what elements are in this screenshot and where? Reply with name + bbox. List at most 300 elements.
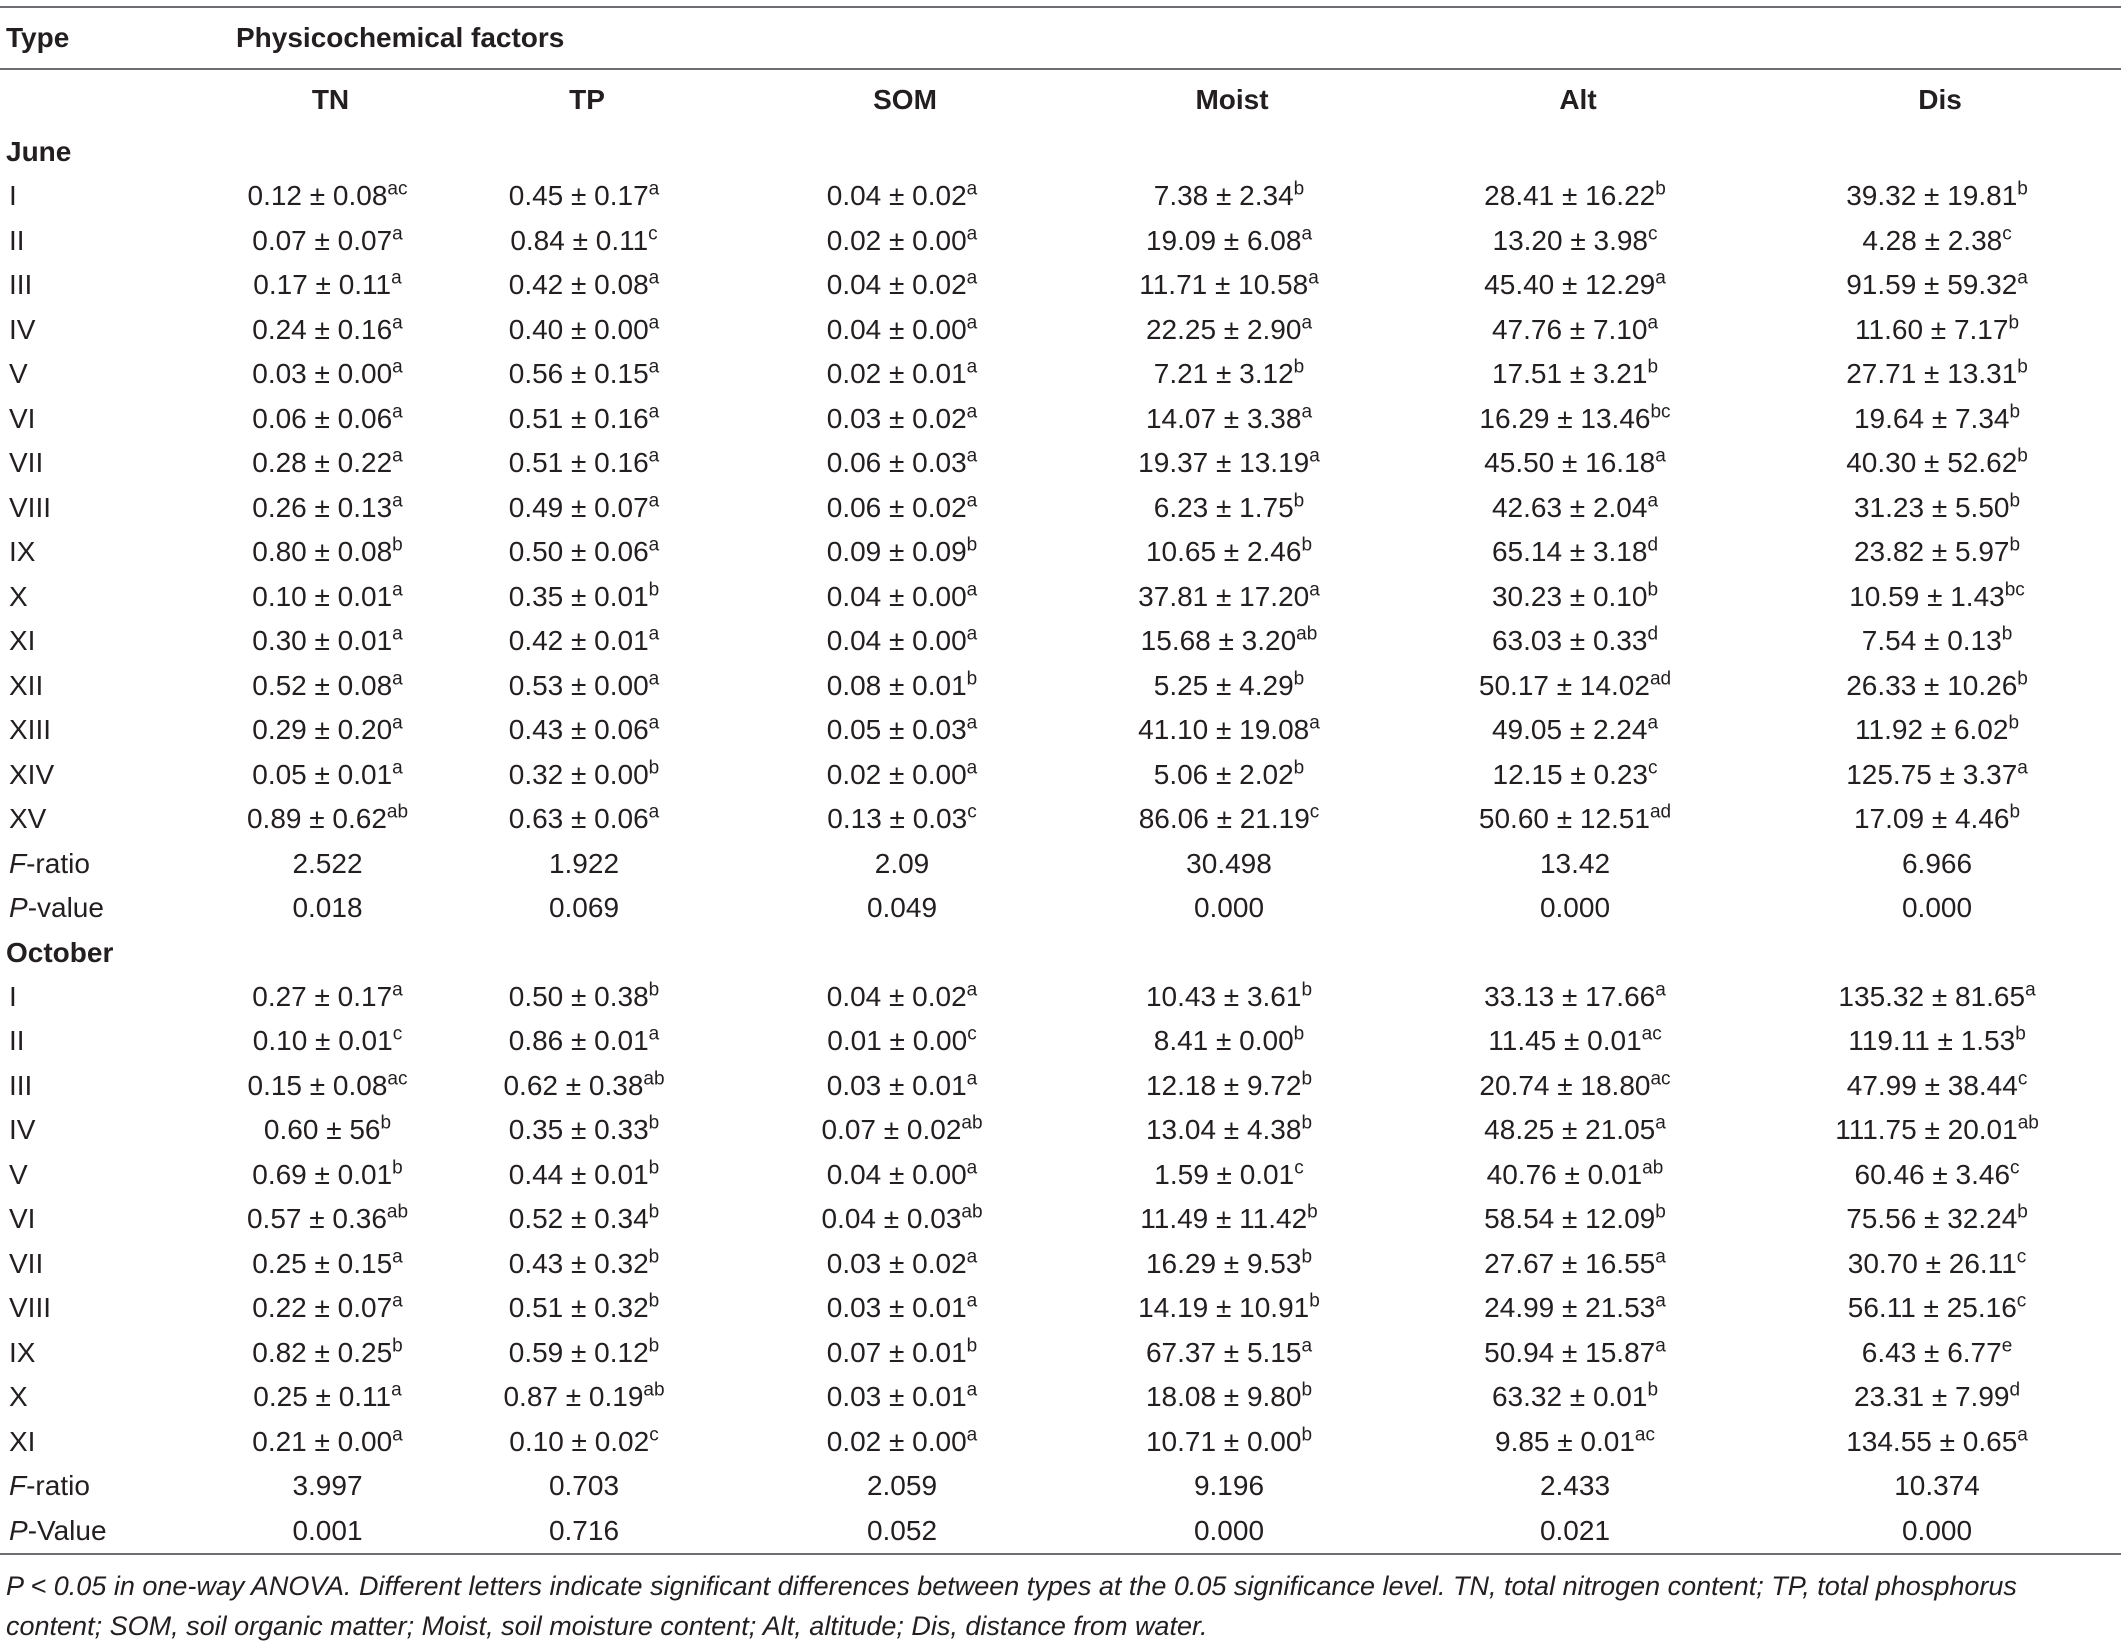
cell-value: 30.70 ± 26.11 bbox=[1847, 1247, 2017, 1279]
table-cell bbox=[1061, 1197, 1397, 1242]
cell-value: 13.20 ± 3.98 bbox=[1492, 224, 1648, 256]
table-cell bbox=[230, 975, 425, 1020]
table-cell bbox=[1397, 174, 1753, 219]
cell-value: 0.12 ± 0.08 bbox=[247, 180, 388, 212]
cell-value: 0.51 ± 0.16 bbox=[508, 402, 649, 434]
cell-significance-letter: a bbox=[2017, 1424, 2028, 1446]
cell-significance-letter: c bbox=[2010, 1157, 2020, 1179]
cell-value: 0.04 ± 0.02 bbox=[826, 269, 967, 301]
cell-value: 75.56 ± 32.24 bbox=[1846, 1203, 2018, 1235]
cell-significance-letter: c bbox=[392, 1023, 403, 1045]
stat-label-suffix: -value bbox=[27, 892, 104, 924]
stat-value: 0.000 bbox=[1901, 892, 1973, 924]
cell-value: 12.15 ± 0.23 bbox=[1492, 758, 1648, 790]
table-cell bbox=[743, 1108, 1061, 1153]
cell-value: 91.59 ± 59.32 bbox=[1846, 269, 2018, 301]
stat-value: 0.000 bbox=[1061, 1509, 1397, 1555]
cell-significance-letter: a bbox=[392, 401, 403, 423]
cell-significance-letter: a bbox=[392, 623, 403, 645]
cell-value: 14.19 ± 10.91 bbox=[1138, 1292, 1310, 1324]
cell-value: 0.02 ± 0.00 bbox=[826, 1425, 967, 1457]
column-header-dis: Dis bbox=[1918, 84, 1962, 115]
cell-value: 23.31 ± 7.99 bbox=[1853, 1381, 2010, 1413]
table-subheader-row bbox=[0, 69, 2121, 130]
cell-value: 0.24 ± 0.16 bbox=[252, 313, 393, 345]
stat-value: 0.000 bbox=[1753, 1509, 2121, 1555]
cell-value: 0.28 ± 0.22 bbox=[252, 447, 393, 479]
cell-significance-letter: c bbox=[1309, 801, 1320, 823]
cell-value: 0.62 ± 0.38 bbox=[503, 1069, 644, 1101]
table-cell bbox=[230, 1197, 425, 1242]
table-cell bbox=[1061, 530, 1397, 575]
cell-significance-letter: a bbox=[1647, 490, 1659, 512]
row-type-label: I bbox=[9, 180, 17, 212]
table-cell bbox=[230, 1375, 425, 1420]
cell-value: 47.76 ± 7.10 bbox=[1491, 313, 1648, 345]
table-row bbox=[0, 1064, 2121, 1109]
table-row bbox=[0, 797, 2121, 842]
row-type-label: XIV bbox=[9, 758, 55, 790]
cell-value: 11.71 ± 10.58 bbox=[1139, 269, 1309, 301]
table-row bbox=[0, 530, 2121, 575]
cell-value: 12.18 ± 9.72 bbox=[1145, 1069, 1302, 1101]
cell-value: 37.81 ± 17.20 bbox=[1138, 580, 1310, 612]
table-cell bbox=[230, 1153, 425, 1198]
table-row bbox=[0, 1153, 2121, 1198]
table-cell bbox=[425, 263, 743, 308]
cell-value: 10.71 ± 0.00 bbox=[1145, 1425, 1302, 1457]
table-cell bbox=[425, 486, 743, 531]
table-cell bbox=[743, 174, 1061, 219]
table-row bbox=[0, 1286, 2121, 1331]
cell-value: 0.04 ± 0.02 bbox=[826, 180, 967, 212]
table-cell bbox=[1753, 664, 2121, 709]
cell-significance-letter: a bbox=[966, 356, 978, 378]
cell-value: 0.63 ± 0.06 bbox=[508, 803, 649, 835]
table-cell bbox=[425, 975, 743, 1020]
cell-value: 11.49 ± 11.42 bbox=[1140, 1203, 1308, 1235]
table-cell bbox=[1397, 219, 1753, 264]
cell-value: 0.15 ± 0.08 bbox=[247, 1069, 388, 1101]
column-header-alt: Alt bbox=[1559, 84, 1597, 115]
cell-significance-letter: a bbox=[392, 312, 403, 334]
table-cell bbox=[230, 1064, 425, 1109]
table-cell bbox=[1061, 575, 1397, 620]
cell-value: 15.68 ± 3.20 bbox=[1140, 625, 1297, 657]
cell-significance-letter: a bbox=[966, 223, 978, 245]
cell-value: 24.99 ± 21.53 bbox=[1484, 1292, 1656, 1324]
row-type-label: VII bbox=[9, 1247, 44, 1279]
stat-value: 9.196 bbox=[1193, 1470, 1265, 1502]
stat-value: 1.922 bbox=[548, 847, 620, 879]
column-header-moist: Moist bbox=[1195, 84, 1269, 115]
table-cell bbox=[425, 664, 743, 709]
cell-significance-letter: b bbox=[1293, 356, 1305, 378]
cell-significance-letter: b bbox=[1301, 1112, 1313, 1134]
cell-significance-letter: a bbox=[648, 445, 660, 467]
cell-significance-letter: a bbox=[1301, 401, 1313, 423]
cell-significance-letter: b bbox=[1301, 1379, 1313, 1401]
row-type-label: VI bbox=[9, 402, 36, 434]
table-cell bbox=[1061, 1153, 1397, 1198]
table-cell bbox=[1061, 397, 1397, 442]
table-cell bbox=[425, 397, 743, 442]
cell-value: 6.23 ± 1.75 bbox=[1153, 491, 1294, 523]
table-cell bbox=[743, 219, 1061, 264]
cell-value: 0.03 ± 0.02 bbox=[826, 402, 967, 434]
cell-value: 7.38 ± 2.34 bbox=[1153, 180, 1294, 212]
table-cell bbox=[743, 1420, 1061, 1465]
row-type-label: XIII bbox=[9, 714, 52, 746]
cell-value: 16.29 ± 9.53 bbox=[1145, 1247, 1302, 1279]
cell-value: 63.03 ± 0.33 bbox=[1491, 625, 1648, 657]
row-type-label: XI bbox=[9, 625, 36, 657]
table-cell bbox=[1397, 1420, 1753, 1465]
cell-value: 0.40 ± 0.00 bbox=[508, 313, 649, 345]
cell-value: 0.43 ± 0.06 bbox=[508, 714, 649, 746]
stat-value: 0.716 bbox=[425, 1509, 743, 1555]
cell-value: 0.57 ± 0.36 bbox=[246, 1203, 387, 1235]
table-cell bbox=[425, 1197, 743, 1242]
table-cell bbox=[425, 352, 743, 397]
cell-significance-letter: a bbox=[1301, 312, 1313, 334]
cell-significance-letter: d bbox=[1647, 623, 1659, 645]
table-row bbox=[0, 753, 2121, 798]
cell-value: 48.25 ± 21.05 bbox=[1484, 1114, 1656, 1146]
cell-significance-letter: b bbox=[1301, 534, 1313, 556]
cell-significance-letter: b bbox=[966, 668, 978, 690]
cell-value: 0.42 ± 0.01 bbox=[508, 625, 649, 657]
section-row bbox=[0, 931, 2121, 975]
cell-significance-letter: a bbox=[966, 445, 978, 467]
cell-value: 0.02 ± 0.00 bbox=[826, 224, 967, 256]
table-cell bbox=[1061, 664, 1397, 709]
table-cell bbox=[1397, 664, 1753, 709]
table-cell bbox=[1753, 174, 2121, 219]
cell-value: 0.22 ± 0.07 bbox=[252, 1292, 393, 1324]
table-cell bbox=[1061, 797, 1397, 842]
cell-significance-letter: b bbox=[2008, 312, 2020, 334]
cell-significance-letter: b bbox=[1655, 178, 1666, 200]
table-cell bbox=[425, 174, 743, 219]
cell-significance-letter: a bbox=[392, 1424, 403, 1446]
row-type-label: VI bbox=[9, 1203, 36, 1235]
cell-significance-letter: a bbox=[966, 623, 978, 645]
cell-significance-letter: b bbox=[1655, 1201, 1666, 1223]
cell-significance-letter: a bbox=[648, 801, 660, 823]
cell-significance-letter: b bbox=[1293, 757, 1305, 779]
stat-label-symbol: P bbox=[9, 892, 28, 924]
cell-significance-letter: ad bbox=[1649, 668, 1672, 690]
table-cell bbox=[425, 1108, 743, 1153]
table-cell bbox=[230, 219, 425, 264]
stat-value: 2.433 bbox=[1539, 1470, 1611, 1502]
cell-value: 50.17 ± 14.02 bbox=[1478, 669, 1650, 701]
cell-significance-letter: a bbox=[966, 979, 978, 1001]
row-type-label: IV bbox=[9, 1114, 36, 1146]
cell-significance-letter: a bbox=[966, 401, 978, 423]
cell-significance-letter: a bbox=[1655, 1112, 1666, 1134]
cell-significance-letter: b bbox=[2017, 1201, 2028, 1223]
cell-significance-letter: a bbox=[392, 979, 403, 1001]
cell-value: 4.28 ± 2.38 bbox=[1862, 224, 2003, 256]
cell-value: 0.50 ± 0.38 bbox=[508, 980, 649, 1012]
row-type-label: II bbox=[9, 224, 25, 256]
cell-significance-letter: b bbox=[648, 1290, 660, 1312]
table-cell bbox=[1061, 1286, 1397, 1331]
cell-significance-letter: b bbox=[1293, 178, 1305, 200]
cell-value: 19.09 ± 6.08 bbox=[1145, 224, 1302, 256]
cell-significance-letter: c bbox=[649, 1424, 659, 1446]
table-cell bbox=[743, 397, 1061, 442]
cell-value: 23.82 ± 5.97 bbox=[1853, 536, 2010, 568]
cell-value: 0.21 ± 0.00 bbox=[252, 1425, 393, 1457]
stat-row bbox=[0, 1464, 2121, 1509]
cell-value: 20.74 ± 18.80 bbox=[1479, 1069, 1651, 1101]
table-cell bbox=[1753, 975, 2121, 1020]
cell-significance-letter: a bbox=[966, 1246, 978, 1268]
cell-value: 33.13 ± 17.66 bbox=[1484, 980, 1656, 1012]
stat-label bbox=[0, 842, 230, 887]
table-row bbox=[0, 1108, 2121, 1153]
cell-value: 0.45 ± 0.17 bbox=[508, 180, 649, 212]
cell-value: 0.10 ± 0.01 bbox=[252, 1025, 393, 1057]
table-cell bbox=[1753, 308, 2121, 353]
cell-value: 5.06 ± 2.02 bbox=[1153, 758, 1294, 790]
table-cell bbox=[1397, 486, 1753, 531]
cell-value: 0.56 ± 0.15 bbox=[508, 358, 649, 390]
stat-label-symbol: P bbox=[9, 1514, 28, 1546]
cell-significance-letter: ad bbox=[1649, 801, 1672, 823]
table-cell bbox=[230, 1420, 425, 1465]
cell-value: 40.30 ± 52.62 bbox=[1846, 447, 2018, 479]
cell-significance-letter: b bbox=[1301, 1424, 1313, 1446]
table-cell bbox=[1397, 797, 1753, 842]
row-type-label: IX bbox=[9, 536, 36, 568]
table-cell bbox=[743, 708, 1061, 753]
table-cell bbox=[1061, 1331, 1397, 1376]
table-cell bbox=[743, 530, 1061, 575]
cell-significance-letter: c bbox=[1648, 757, 1658, 779]
cell-value: 0.13 ± 0.03 bbox=[827, 803, 968, 835]
table-cell bbox=[230, 352, 425, 397]
cell-value: 10.43 ± 3.61 bbox=[1145, 980, 1302, 1012]
cell-significance-letter: a bbox=[392, 668, 403, 690]
table-cell bbox=[743, 352, 1061, 397]
cell-significance-letter: b bbox=[648, 1201, 660, 1223]
table-cell bbox=[1061, 1420, 1397, 1465]
section-title: October bbox=[6, 936, 114, 968]
table-cell bbox=[743, 1242, 1061, 1287]
row-type-label: VII bbox=[9, 447, 44, 479]
cell-value: 0.06 ± 0.02 bbox=[826, 491, 967, 523]
cell-significance-letter: bc bbox=[1650, 401, 1671, 423]
table-cell bbox=[230, 441, 425, 486]
table-cell bbox=[425, 708, 743, 753]
cell-significance-letter: b bbox=[1293, 490, 1305, 512]
cell-significance-letter: c bbox=[967, 801, 977, 823]
table-row bbox=[0, 708, 2121, 753]
cell-value: 13.04 ± 4.38 bbox=[1145, 1114, 1302, 1146]
table-cell bbox=[1753, 1153, 2121, 1198]
cell-significance-letter: b bbox=[966, 1335, 978, 1357]
table-cell bbox=[1397, 352, 1753, 397]
table-cell bbox=[1753, 753, 2121, 798]
cell-significance-letter: a bbox=[392, 712, 403, 734]
row-type-label: VIII bbox=[9, 491, 52, 523]
table-cell bbox=[1753, 219, 2121, 264]
cell-significance-letter: ab bbox=[961, 1201, 983, 1223]
cell-significance-letter: e bbox=[2001, 1335, 2013, 1357]
cell-value: 30.23 ± 0.10 bbox=[1491, 580, 1648, 612]
cell-significance-letter: a bbox=[1308, 267, 1319, 289]
cell-significance-letter: b bbox=[648, 1157, 660, 1179]
row-type-label: IX bbox=[9, 1336, 36, 1368]
cell-value: 111.75 ± 20.01 bbox=[1835, 1114, 2018, 1146]
table-cell bbox=[230, 619, 425, 664]
cell-value: 40.76 ± 0.01 bbox=[1486, 1158, 1643, 1190]
table-cell bbox=[1753, 575, 2121, 620]
table-cell bbox=[1397, 1019, 1753, 1064]
cell-significance-letter: a bbox=[648, 267, 660, 289]
table-cell bbox=[743, 753, 1061, 798]
table-cell bbox=[425, 441, 743, 486]
cell-significance-letter: b bbox=[392, 1157, 403, 1179]
cell-significance-letter: b bbox=[2017, 356, 2028, 378]
cell-significance-letter: ac bbox=[1641, 1023, 1662, 1045]
cell-value: 119.11 ± 1.53 bbox=[1848, 1025, 2016, 1057]
cell-value: 19.37 ± 13.19 bbox=[1138, 447, 1310, 479]
column-header-tp: TP bbox=[569, 84, 605, 115]
cell-significance-letter: ab bbox=[386, 801, 409, 823]
table-cell bbox=[1061, 174, 1397, 219]
table-cell bbox=[743, 1197, 1061, 1242]
table-cell bbox=[1061, 219, 1397, 264]
table-cell bbox=[230, 664, 425, 709]
cell-significance-letter: b bbox=[392, 534, 403, 556]
table-cell bbox=[1753, 352, 2121, 397]
table-cell bbox=[425, 1420, 743, 1465]
table-row bbox=[0, 486, 2121, 531]
cell-value: 0.25 ± 0.11 bbox=[253, 1381, 392, 1413]
table-cell bbox=[1061, 1242, 1397, 1287]
cell-value: 22.25 ± 2.90 bbox=[1145, 313, 1302, 345]
cell-significance-letter: b bbox=[392, 1335, 403, 1357]
cell-significance-letter: a bbox=[1309, 712, 1320, 734]
table-cell bbox=[230, 1242, 425, 1287]
stat-value: 0.000 bbox=[1193, 892, 1265, 924]
table-cell bbox=[425, 797, 743, 842]
cell-value: 0.52 ± 0.34 bbox=[508, 1203, 649, 1235]
table-cell bbox=[1397, 753, 1753, 798]
stat-value: 30.498 bbox=[1186, 847, 1272, 879]
stat-value: 13.42 bbox=[1539, 847, 1611, 879]
table-cell bbox=[743, 1286, 1061, 1331]
stat-value: 6.966 bbox=[1901, 847, 1973, 879]
cell-value: 0.29 ± 0.20 bbox=[252, 714, 393, 746]
cell-significance-letter: a bbox=[966, 178, 978, 200]
table-cell bbox=[230, 797, 425, 842]
cell-significance-letter: a bbox=[648, 668, 660, 690]
table-cell bbox=[230, 263, 425, 308]
table-cell bbox=[425, 1242, 743, 1287]
cell-value: 27.67 ± 16.55 bbox=[1484, 1247, 1656, 1279]
table-cell bbox=[1061, 1375, 1397, 1420]
cell-value: 17.51 ± 3.21 bbox=[1491, 358, 1648, 390]
cell-value: 0.86 ± 0.01 bbox=[508, 1025, 649, 1057]
cell-significance-letter: a bbox=[1655, 445, 1666, 467]
cell-value: 0.04 ± 0.03 bbox=[821, 1203, 962, 1235]
table-cell bbox=[1061, 441, 1397, 486]
cell-value: 0.07 ± 0.07 bbox=[252, 224, 393, 256]
cell-significance-letter: a bbox=[1647, 312, 1659, 334]
group-column-header: Physicochemical factors bbox=[230, 7, 2121, 69]
stat-label-suffix: -ratio bbox=[26, 847, 90, 879]
cell-value: 11.45 ± 0.01 bbox=[1488, 1025, 1642, 1057]
table-row bbox=[0, 352, 2121, 397]
cell-significance-letter: c bbox=[1294, 1157, 1304, 1179]
cell-value: 0.35 ± 0.33 bbox=[508, 1114, 649, 1146]
table-cell bbox=[1061, 1019, 1397, 1064]
stat-value: 0.001 bbox=[230, 1509, 425, 1555]
table-row bbox=[0, 441, 2121, 486]
cell-value: 14.07 ± 3.38 bbox=[1145, 402, 1302, 434]
stat-value: 2.09 bbox=[874, 847, 930, 879]
cell-value: 0.60 ± 56 bbox=[263, 1114, 381, 1146]
cell-value: 67.37 ± 5.15 bbox=[1145, 1336, 1302, 1368]
cell-value: 7.54 ± 0.13 bbox=[1861, 625, 2002, 657]
cell-significance-letter: a bbox=[966, 712, 978, 734]
table-cell bbox=[230, 1019, 425, 1064]
cell-significance-letter: a bbox=[1309, 445, 1320, 467]
table-cell bbox=[743, 1153, 1061, 1198]
cell-significance-letter: ac bbox=[387, 178, 408, 200]
stat-label-suffix: -Value bbox=[27, 1514, 107, 1546]
cell-value: 0.80 ± 0.08 bbox=[252, 536, 393, 568]
cell-value: 49.05 ± 2.24 bbox=[1491, 714, 1648, 746]
table-cell bbox=[1061, 1064, 1397, 1109]
cell-value: 8.41 ± 0.00 bbox=[1153, 1025, 1294, 1057]
cell-significance-letter: a bbox=[648, 623, 660, 645]
cell-significance-letter: b bbox=[2008, 712, 2020, 734]
cell-significance-letter: c bbox=[2016, 1246, 2027, 1268]
table-cell bbox=[1061, 708, 1397, 753]
cell-significance-letter: b bbox=[648, 979, 660, 1001]
cell-value: 7.21 ± 3.12 bbox=[1153, 358, 1294, 390]
cell-significance-letter: d bbox=[1647, 534, 1659, 556]
cell-value: 0.30 ± 0.01 bbox=[252, 625, 393, 657]
cell-value: 0.04 ± 0.00 bbox=[826, 625, 967, 657]
table-cell bbox=[230, 486, 425, 531]
cell-value: 18.08 ± 9.80 bbox=[1145, 1381, 1302, 1413]
cell-significance-letter: ac bbox=[1634, 1424, 1655, 1446]
cell-significance-letter: b bbox=[2015, 1023, 2026, 1045]
cell-value: 27.71 ± 13.31 bbox=[1846, 358, 2018, 390]
cell-significance-letter: ac bbox=[1650, 1068, 1671, 1090]
cell-significance-letter: b bbox=[2009, 801, 2021, 823]
table-cell bbox=[1397, 530, 1753, 575]
table-cell bbox=[1397, 1197, 1753, 1242]
table-cell bbox=[230, 753, 425, 798]
table-cell bbox=[1397, 575, 1753, 620]
table-cell bbox=[230, 1108, 425, 1153]
table-row bbox=[0, 397, 2121, 442]
table-cell bbox=[425, 530, 743, 575]
table-cell bbox=[425, 1019, 743, 1064]
cell-value: 0.03 ± 0.00 bbox=[252, 358, 393, 390]
stat-value: 0.049 bbox=[866, 892, 938, 924]
table-cell bbox=[1397, 308, 1753, 353]
